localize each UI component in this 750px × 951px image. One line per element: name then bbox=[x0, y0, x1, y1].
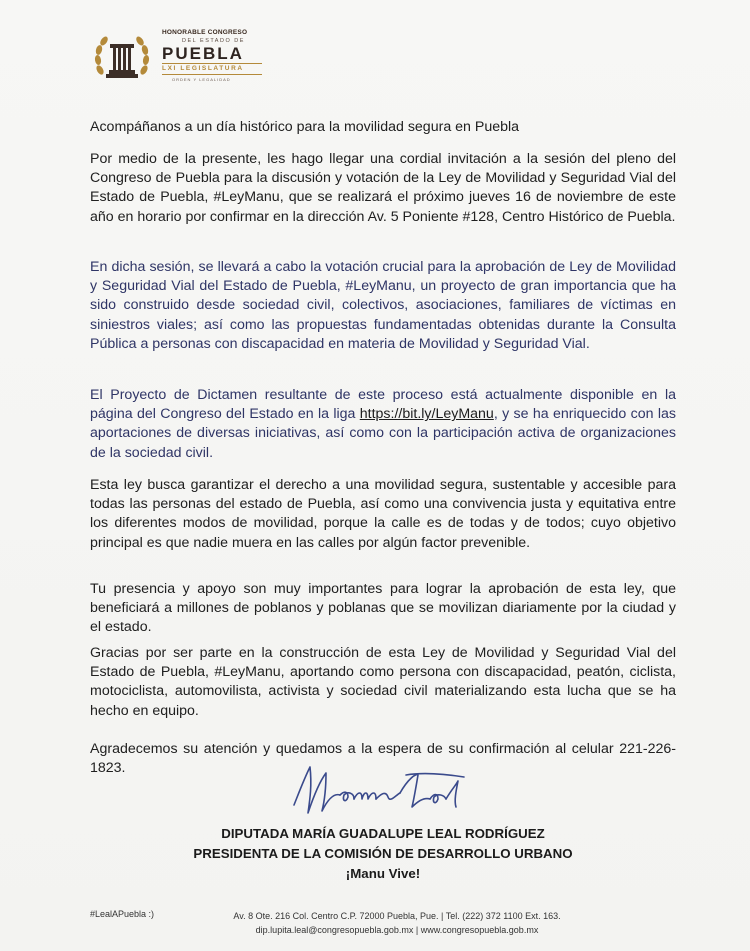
paragraph-3-before: El Proyecto de Dictamen resultante de este proceso está actualmente disponible en la página del Congreso del Estado en la liga bbox=[90, 387, 676, 423]
paragraph-2-text: En dicha sesión, se llevará a cabo la votación crucial para la aprobación de Ley de Movilidad y Seguridad Vial del Estado de Puebla, #LeyManu, un proyecto de gran importancia que ha sido construido desde sociedad civil, colectivos, asociaciones, familiares de víctimas en siniestros viales; así como las propuestas fundamentadas obtenidas durante la Consulta Pública a personas con discapacidad en materia de Movilidad y Seguridad Vial. bbox=[90, 259, 676, 352]
signer-role: PRESIDENTA DE LA COMISIÓN DE DESARROLLO URBANO bbox=[193, 846, 573, 861]
column-emblem-icon bbox=[90, 26, 154, 88]
org-name: PUEBLA bbox=[162, 44, 244, 63]
logo-divider bbox=[162, 74, 262, 75]
paragraph-3 bbox=[90, 386, 676, 463]
paragraph-6-text: Gracias por ser parte en la construcción de esta Ley de Movilidad y Seguridad Vial del Estado de Puebla, #LeyManu, aportando como persona con discapacidad, peatón, ciclista, motociclista, automovilista, activista y sociedad civil materializando esta lucha que se ha hecho en equipo. bbox=[90, 645, 676, 719]
footer-hashtag: #LealAPuebla :) bbox=[90, 909, 155, 919]
paragraph-3-text bbox=[90, 386, 676, 463]
logo-divider bbox=[162, 63, 262, 64]
signature-block bbox=[90, 824, 676, 884]
org-top-text: HONORABLE CONGRESO bbox=[162, 29, 248, 36]
letter-heading bbox=[90, 118, 676, 137]
paragraph-5 bbox=[90, 580, 676, 638]
paragraph-3-after: , y se ha enriquecido con las aportaciones de diversas iniciativas, así como con la participación activa de organizaciones de la sociedad civil. bbox=[90, 406, 676, 461]
paragraph-1-text: Por medio de la presente, les hago llegar una cordial invitación a la sesión del pleno del Congreso de Puebla para la discusión y votación de la Ley de Movilidad y Seguridad Vial del Estado de Puebla, #LeyManu, que se realizará el próximo jueves 16 de noviembre de este año en horario por confirmar en la dirección Av. 5 Poniente #128, Centro Histórico de Puebla. bbox=[90, 151, 676, 225]
legislature-text: LXI LEGISLATURA bbox=[162, 65, 244, 72]
paragraph-2 bbox=[90, 258, 676, 354]
handwritten-signature-icon bbox=[288, 755, 478, 825]
footer-contact-block bbox=[212, 909, 582, 937]
org-estado-text: DEL ESTADO DE bbox=[182, 38, 245, 44]
paragraph-1 bbox=[90, 150, 676, 227]
congress-logo bbox=[90, 22, 260, 97]
footer-contact: dip.lupita.leal@congresopuebla.gob.mx | www.congresopuebla.gob.mx bbox=[255, 925, 539, 935]
heading-text: Acompáñanos a un día histórico para la movilidad segura en Puebla bbox=[90, 119, 520, 135]
motto-text: ORDEN Y LEGALIDAD bbox=[172, 77, 231, 82]
signer-name: DIPUTADA MARÍA GUADALUPE LEAL RODRÍGUEZ bbox=[221, 826, 545, 841]
footer-address: Av. 8 Ote. 216 Col. Centro C.P. 72000 Puebla, Pue. | Tel. (222) 372 1100 Ext. 163. bbox=[233, 911, 561, 921]
paragraph-7-text: Agradecemos su atención y quedamos a la espera de su confirmación al celular 221-226-1823. bbox=[90, 741, 676, 777]
paragraph-5-text: Tu presencia y apoyo son muy importantes para lograr la aprobación de esta ley, que beneficiará a millones de poblanos y poblanas que se movilizan diariamente por la ciudad y el estado. bbox=[90, 581, 676, 636]
paragraph-4 bbox=[90, 476, 676, 553]
paragraph-6 bbox=[90, 644, 676, 721]
dictamen-link[interactable]: https://bit.ly/LeyManu bbox=[359, 406, 494, 423]
signer-slogan: ¡Manu Vive! bbox=[345, 866, 421, 881]
paragraph-4-text: Esta ley busca garantizar el derecho a una movilidad segura, sustentable y accesible para todas las personas del estado de Puebla, así como una convivencia justa y equitativa entre los diferentes modos de movilidad, porque la calle es de todas y de todos; cuyo objetivo principal es que nadie muera en las calles por algún factor prevenible. bbox=[90, 477, 676, 551]
